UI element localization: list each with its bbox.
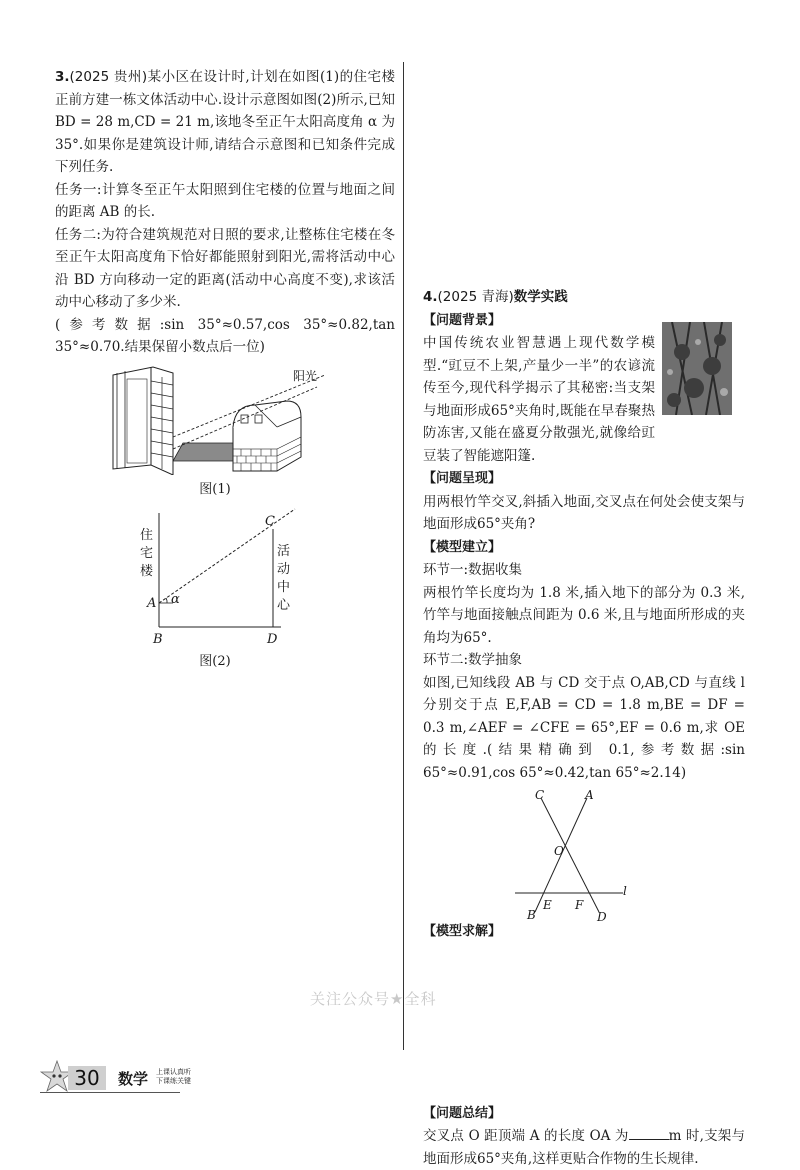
q4-title: 数学实践 [513, 289, 568, 305]
fig-label-l: l [623, 884, 627, 898]
q3-number: 3. [55, 69, 70, 85]
summary-after: m 时,支架与地面形成65°夹角,这样更贴合作物的生长规律. [423, 1128, 745, 1167]
point-b-label: B [153, 631, 163, 647]
step1-title: 环节一:数据收集 [423, 562, 523, 578]
background-header: 【问题背景】 [423, 312, 502, 328]
figure-1-drawing [55, 365, 395, 475]
fig-label-b: B [527, 908, 536, 922]
point-d-label: D [267, 631, 278, 647]
figure-2 [55, 507, 395, 672]
column-divider [403, 62, 404, 1050]
figure-1 [55, 365, 395, 497]
slogan [156, 1068, 191, 1086]
sun-label: 阳光 [293, 368, 318, 383]
center-label: 活动中心 [277, 543, 291, 613]
step2-text: 如图,已知线段 AB 与 CD 交于点 O,AB,CD 与直线 l 分别交于点 E,F,AB = CD = 1.8 m,BE = DF = 0.3 m,∠AEF = ∠CFE = 65°,EF = 0.6 m,求 OE 的长度.(结果精确到 0.1,参考数据:sin 65°≈0.91,cos 65°≈0.42,tan 65°≈2.14) [423, 674, 745, 781]
question-4 [423, 286, 745, 1170]
q3-statement [55, 66, 395, 179]
crossing-figure-drawing [423, 790, 745, 920]
fig-label-o: O [554, 844, 564, 858]
summary-header: 【问题总结】 [423, 1105, 502, 1121]
background-text: 中国传统农业智慧遇上现代数学模型.“豇豆不上架,产量少一半”的农谚流传至今,现代科学揭示了其秘密:当支架与地面形成65°夹角时,既能在早春聚热防冻害,又能在盛夏分散强光,就像给豇豆装了智能遮阳篷. [423, 335, 655, 464]
fig-label-e: E [543, 898, 552, 912]
q4-source: (2025 青海) [437, 289, 514, 305]
point-a-label: A [147, 595, 157, 611]
footer-rule [40, 1092, 180, 1093]
page-number: 30 [68, 1066, 106, 1090]
summary-text [423, 1125, 745, 1170]
slogan-line-1: 上课认真听 [156, 1068, 191, 1076]
watermark: 关注公众号★全科 [310, 990, 437, 1008]
step2-title: 环节二:数学抽象 [423, 652, 523, 668]
model-header: 【模型建立】 [423, 539, 502, 555]
subject-label: 数学 [118, 1070, 149, 1088]
figure-1-caption: 图(1) [199, 481, 231, 497]
q3-task2: 任务二:为符合建筑规范对日照的要求,让整栋住宅楼在冬至正午太阳高度角下恰好都能照射到阳光,需将活动中心沿 BD 方向移动一定的距离(活动中心高度不变),求该活动中心移动了多少米. [55, 226, 395, 310]
figure-2-drawing [55, 507, 395, 647]
solution-space [423, 944, 745, 1102]
figure-2-caption: 图(2) [199, 653, 231, 669]
point-c-label: C [265, 513, 275, 529]
answer-blank[interactable] [629, 1125, 669, 1140]
presentation-header: 【问题呈现】 [423, 471, 502, 486]
summary-before: 交叉点 O 距顶端 A 的长度 OA 为 [423, 1128, 629, 1144]
angle-alpha-label: α [171, 591, 180, 607]
q4-number: 4. [423, 289, 438, 305]
fig-label-f: F [575, 898, 584, 912]
crossing-figure [423, 788, 745, 924]
question-3 [55, 66, 395, 672]
building-label: 住宅楼 [140, 527, 154, 579]
fig-label-d: D [597, 910, 607, 924]
presentation-text: 用两根竹竿交叉,斜插入地面,交叉点在何处会使支架与地面形成65°夹角? [423, 493, 745, 532]
page-footer [40, 1056, 400, 1096]
fig-label-c: C [535, 788, 545, 802]
fig-label-a: A [585, 788, 594, 802]
slogan-line-2: 下课练关键 [156, 1077, 191, 1085]
step1-text: 两根竹竿长度均为 1.8 米,插入地下的部分为 0.3 米,竹竿与地面接触点间距为 0.6 米,且与地面所形成的夹角均为65°. [423, 584, 745, 646]
q3-text: 某小区在设计时,计划在如图(1)的住宅楼正前方建一栋文体活动中心.设计示意图如图(2)所示,已知 BD = 28 m,CD = 21 m,该地冬至正午太阳高度角 α 为 35°.如果你是建筑设计师,请结合示意图和已知条件完成下列任务. [55, 69, 395, 175]
solve-header: 【模型求解】 [423, 924, 502, 939]
q3-reference-data: (参考数据:sin 35°≈0.57,cos 35°≈0.82,tan 35°≈0.70.结果保留小数点后一位) [55, 316, 395, 355]
q4-heading [423, 286, 745, 309]
q3-task1: 任务一:计算冬至正午太阳照到住宅楼的位置与地面之间的距离 AB 的长. [55, 181, 395, 220]
q3-source: (2025 贵州) [69, 69, 148, 85]
